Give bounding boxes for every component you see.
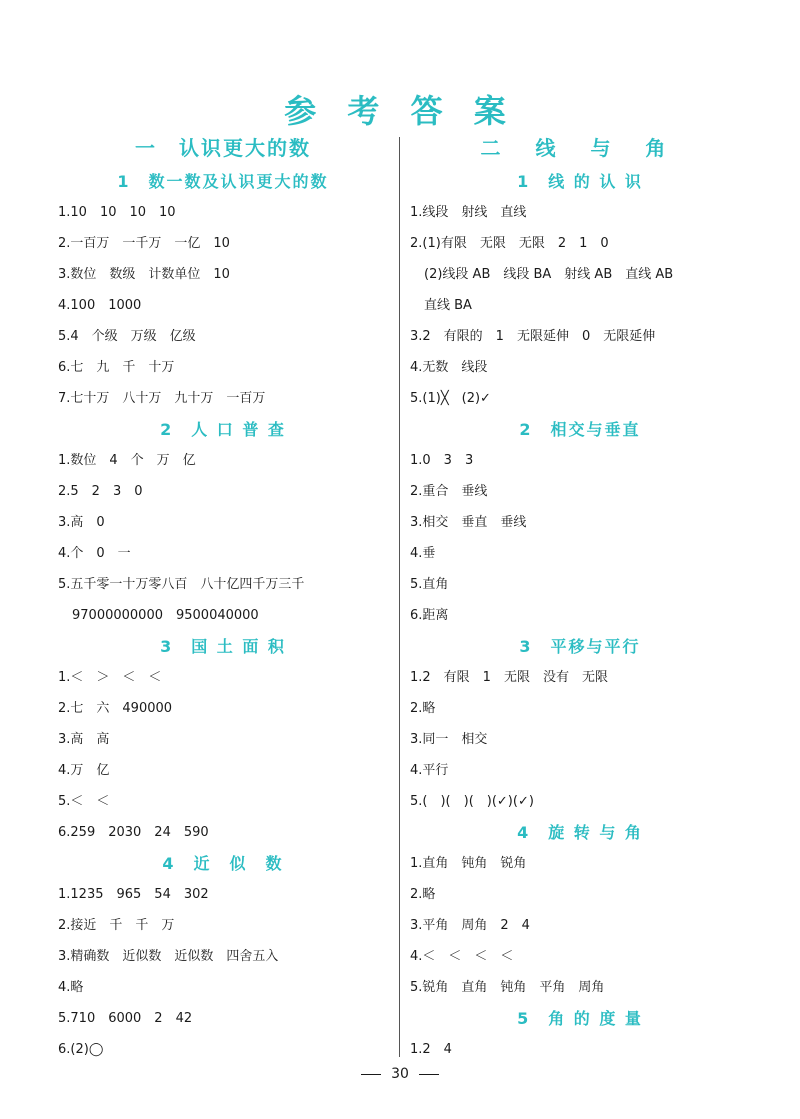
right-column bbox=[410, 130, 750, 1065]
page-footer bbox=[0, 1066, 800, 1082]
section-heading: 1 数一数及认识更大的数 bbox=[117, 172, 329, 191]
answer-line: 1.0 3 3 bbox=[410, 453, 474, 468]
answer-line: 6.(2)◯ bbox=[58, 1042, 104, 1057]
section-heading: 3 平移与平行 bbox=[519, 637, 641, 656]
section-heading: 2 相交与垂直 bbox=[519, 420, 641, 439]
answer-line: 2.七 六 490000 bbox=[58, 701, 173, 716]
answer-line: 5.710 6000 2 42 bbox=[58, 1011, 193, 1026]
answer-line: 2.一百万 一千万 一亿 10 bbox=[58, 236, 230, 251]
answer-line: 4.垂 bbox=[410, 546, 436, 561]
answer-line: 2.重合 垂线 bbox=[410, 484, 488, 499]
section-heading: 4 旋 转 与 角 bbox=[517, 823, 643, 842]
answer-line: 6.七 九 千 十万 bbox=[58, 360, 175, 375]
answer-line: 5.4 个级 万级 亿级 bbox=[58, 329, 196, 344]
answer-line: 2.略 bbox=[410, 701, 436, 716]
answer-line: 97000000000 9500040000 bbox=[72, 608, 259, 623]
answer-line: 4.个 0 一 bbox=[58, 546, 131, 561]
answer-line: 4.万 亿 bbox=[58, 763, 110, 778]
answer-line: 直线 BA bbox=[424, 298, 472, 313]
answer-line: 5.锐角 直角 钝角 平角 周角 bbox=[410, 980, 605, 995]
chapter-heading: 二 线 与 角 bbox=[480, 136, 680, 160]
answer-line: 1.2 4 bbox=[410, 1042, 452, 1057]
answer-line: 3.精确数 近似数 近似数 四舍五入 bbox=[58, 949, 279, 964]
answer-line: 3.同一 相交 bbox=[410, 732, 488, 747]
page-number: 30 bbox=[391, 1066, 409, 1082]
answer-line: 2.略 bbox=[410, 887, 436, 902]
answer-line: 1.直角 钝角 锐角 bbox=[410, 856, 527, 871]
section-heading: 5 角 的 度 量 bbox=[517, 1009, 643, 1028]
answer-line: 4.略 bbox=[58, 980, 84, 995]
answer-line: 4.平行 bbox=[410, 763, 449, 778]
answer-line: 3.高 高 bbox=[58, 732, 110, 747]
answer-line: 3.相交 垂直 垂线 bbox=[410, 515, 527, 530]
answer-line: 5.( )( )( )(✓)(✓) bbox=[410, 794, 534, 809]
answer-line: 5.直角 bbox=[410, 577, 449, 592]
answer-line: 5.(1)╳ (2)✓ bbox=[410, 391, 491, 406]
answer-line: (2)线段 AB 线段 BA 射线 AB 直线 AB bbox=[424, 267, 674, 282]
answer-line: 1.2 有限 1 无限 没有 无限 bbox=[410, 670, 608, 685]
chapter-heading: 一 认识更大的数 bbox=[135, 136, 311, 160]
page-title: 参 考 答 案 bbox=[284, 92, 516, 130]
section-heading: 1 线 的 认 识 bbox=[517, 172, 643, 191]
answer-line: 2.(1)有限 无限 无限 2 1 0 bbox=[410, 236, 609, 251]
answer-line: 3.平角 周角 2 4 bbox=[410, 918, 530, 933]
answer-line: 3.数位 数级 计数单位 10 bbox=[58, 267, 230, 282]
answer-line: 4.无数 线段 bbox=[410, 360, 488, 375]
answer-line: 1.1235 965 54 302 bbox=[58, 887, 209, 902]
answer-line: 6.259 2030 24 590 bbox=[58, 825, 209, 840]
answer-line: 5.＜ ＜ bbox=[58, 794, 110, 809]
answer-line: 1.10 10 10 10 bbox=[58, 205, 176, 220]
answer-line: 3.2 有限的 1 无限延伸 0 无限延伸 bbox=[410, 329, 656, 344]
column-divider bbox=[399, 137, 400, 1057]
section-heading: 2 人 口 普 查 bbox=[160, 420, 286, 439]
answer-line: 5.五千零一十万零八百 八十亿四千万三千 bbox=[58, 577, 305, 592]
answer-line: 2.5 2 3 0 bbox=[58, 484, 143, 499]
answer-line: 1.线段 射线 直线 bbox=[410, 205, 527, 220]
section-heading: 3 国 土 面 积 bbox=[160, 637, 286, 656]
answer-line: 1.数位 4 个 万 亿 bbox=[58, 453, 196, 468]
left-column bbox=[58, 130, 388, 1065]
answer-line: 3.高 0 bbox=[58, 515, 105, 530]
answer-line: 4.100 1000 bbox=[58, 298, 142, 313]
answer-line: 2.接近 千 千 万 bbox=[58, 918, 175, 933]
footer-dash-right bbox=[419, 1074, 439, 1075]
answer-line: 6.距离 bbox=[410, 608, 449, 623]
answer-line: 1.＜ ＞ ＜ ＜ bbox=[58, 670, 162, 685]
answer-line: 4.＜ ＜ ＜ ＜ bbox=[410, 949, 514, 964]
footer-dash-left bbox=[361, 1074, 381, 1075]
answer-line: 7.七十万 八十万 九十万 一百万 bbox=[58, 391, 266, 406]
section-heading: 4 近 似 数 bbox=[162, 854, 284, 873]
